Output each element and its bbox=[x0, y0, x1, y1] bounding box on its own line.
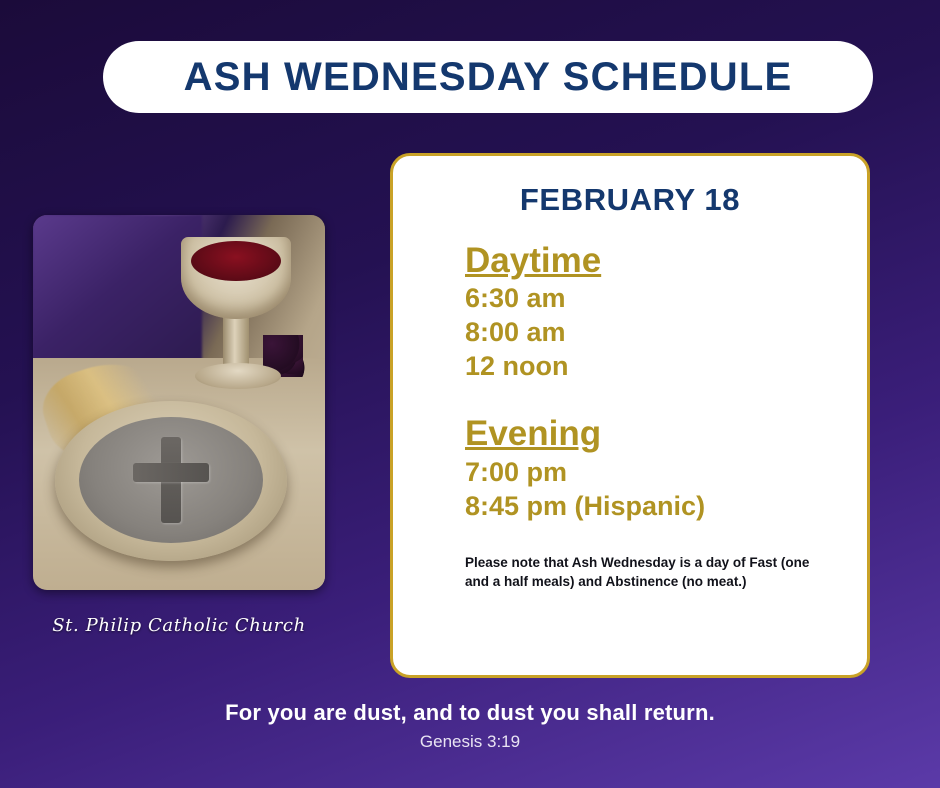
cross-icon-bar bbox=[133, 463, 209, 482]
title-banner bbox=[103, 41, 873, 113]
time-daytime-1: 6:30 am bbox=[465, 283, 566, 314]
schedule-card bbox=[390, 153, 870, 678]
time-evening-2: 8:45 pm (Hispanic) bbox=[465, 490, 706, 521]
grapes-icon bbox=[263, 335, 325, 435]
section-spacer bbox=[423, 383, 837, 413]
ash-bowl-chalice-photo bbox=[33, 215, 325, 590]
footer-reference: Genesis 3:19 bbox=[419, 732, 521, 751]
time-daytime-2: 8:00 am bbox=[465, 317, 566, 348]
section-title-evening: Evening bbox=[465, 414, 602, 454]
schedule-section-daytime bbox=[465, 240, 837, 383]
page-title: ASH WEDNESDAY SCHEDULE bbox=[183, 54, 793, 99]
photo-inner bbox=[33, 215, 325, 590]
schedule-date: FEBRUARY 18 bbox=[519, 182, 741, 217]
wine-surface bbox=[191, 241, 281, 281]
chalice-foot bbox=[195, 363, 281, 389]
section-title-daytime: Daytime bbox=[465, 241, 602, 280]
schedule-section-evening bbox=[465, 413, 837, 522]
footer-verse: For you are dust, and to dust you shall return. bbox=[225, 700, 715, 725]
fast-abstinence-note: Please note that Ash Wednesday is a day of Fast (one and a half meals) and Abstinence (no meat.) bbox=[465, 554, 810, 589]
time-evening-1: 7:00 pm bbox=[465, 456, 568, 487]
chalice-stem bbox=[223, 315, 249, 367]
footer bbox=[0, 700, 940, 752]
church-name: St. Philip Catholic Church bbox=[52, 615, 306, 636]
time-daytime-3: 12 noon bbox=[465, 351, 569, 382]
